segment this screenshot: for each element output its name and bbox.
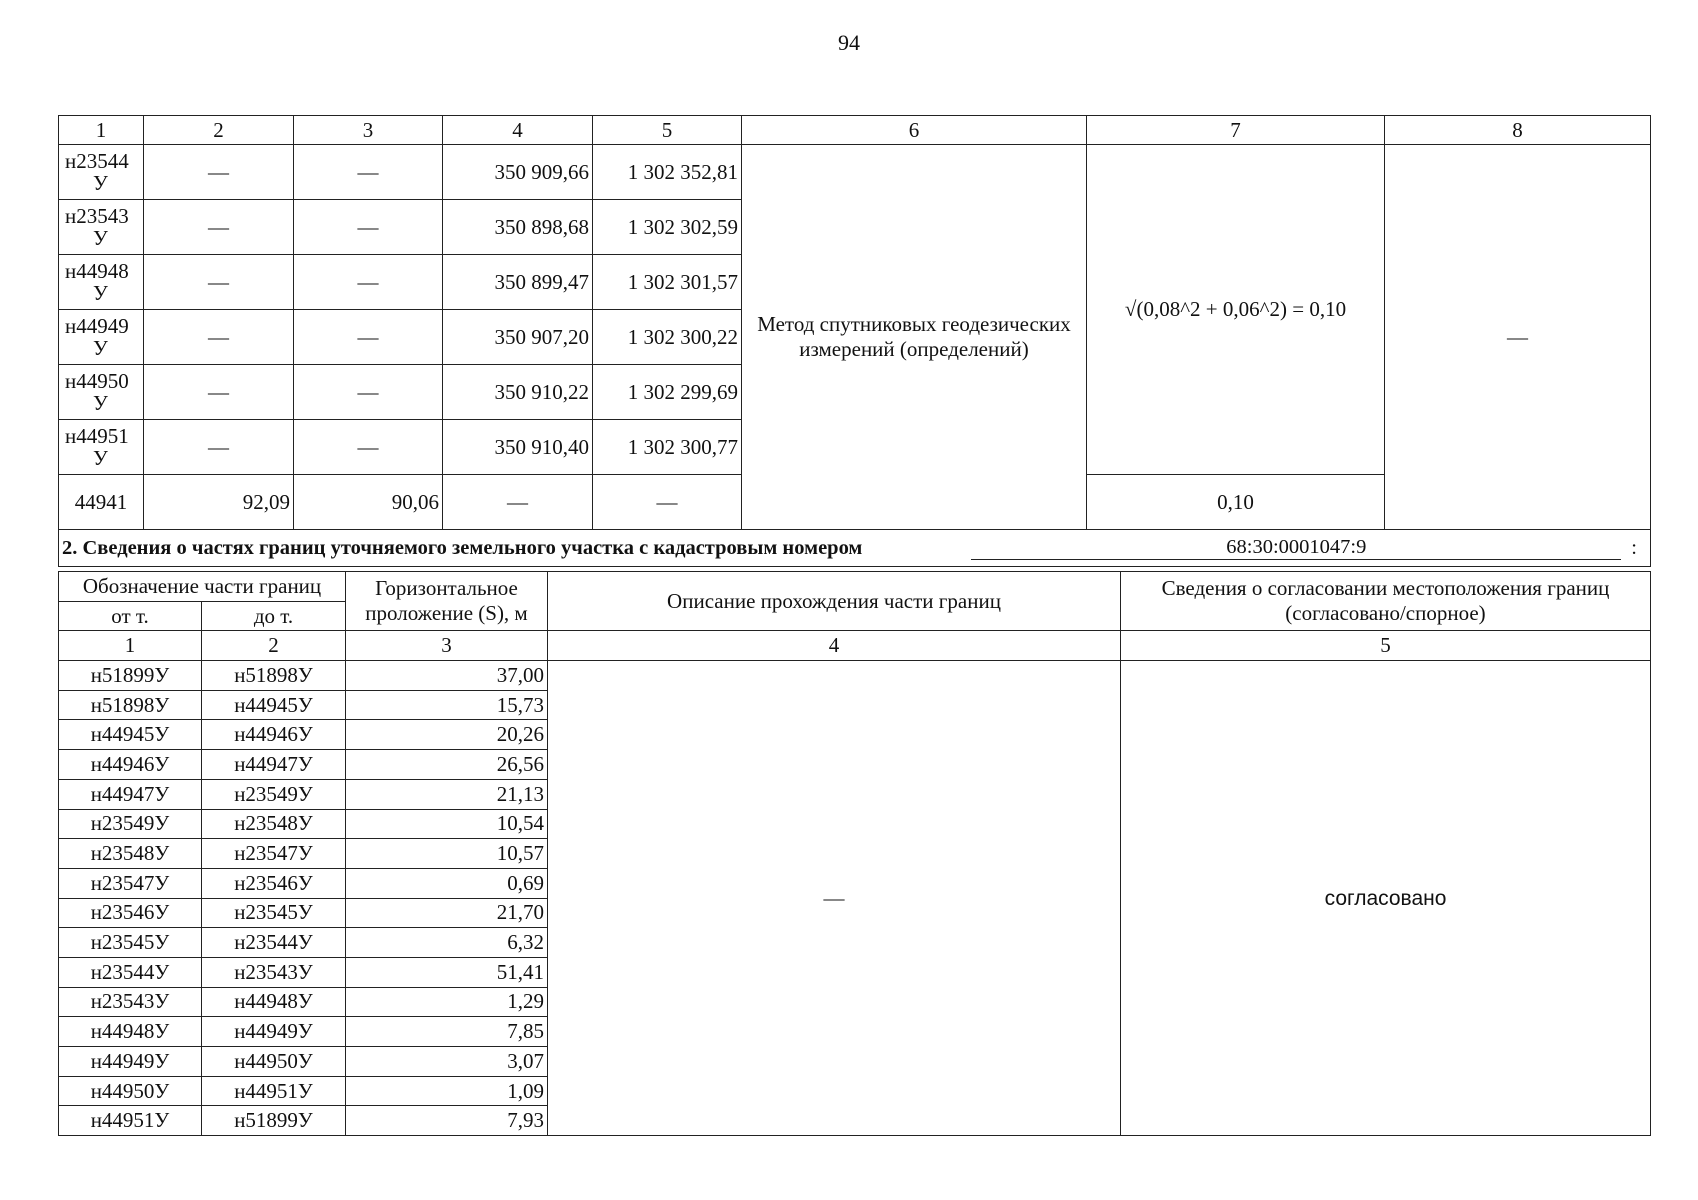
cell-col3: — [294, 200, 443, 255]
point-name-cell [59, 310, 144, 365]
from-point-header: от т. [59, 601, 202, 631]
cadastral-number: 68:30:0001047:9 [971, 536, 1621, 560]
from-point: н44945У [59, 720, 202, 750]
coordinate-x: 350 910,22 [443, 365, 593, 420]
horizontal-distance: 7,85 [346, 1017, 548, 1047]
from-point: н23544У [59, 957, 202, 987]
column-number: 5 [593, 116, 742, 145]
horizontal-distance: 0,69 [346, 868, 548, 898]
column-number: 2 [202, 631, 346, 661]
to-point: н23546У [202, 868, 346, 898]
cell-col3: — [294, 420, 443, 475]
coordinate-y: 1 302 301,57 [593, 255, 742, 310]
column-number: 3 [294, 116, 443, 145]
point-suffix: У [93, 281, 108, 305]
column-number: 2 [144, 116, 294, 145]
to-point-header: до т. [202, 601, 346, 631]
coordinate-y: 1 302 300,77 [593, 420, 742, 475]
section-title-wrap [62, 536, 1647, 560]
to-point: н23547У [202, 839, 346, 869]
coordinate-y: 1 302 299,69 [593, 365, 742, 420]
horizontal-distance: 37,00 [346, 661, 548, 691]
horizontal-distance: 15,73 [346, 690, 548, 720]
horizontal-distance: 7,93 [346, 1106, 548, 1136]
to-point: н44947У [202, 750, 346, 780]
cell-col2: — [144, 200, 294, 255]
horizontal-distance: 1,29 [346, 987, 548, 1017]
cell-col2: — [144, 310, 294, 365]
point-suffix: У [93, 226, 108, 250]
page-number: 94 [838, 30, 860, 55]
point-name: н44948 [65, 259, 129, 283]
horizontal-distance: 1,09 [346, 1076, 548, 1106]
cell-col2: — [144, 420, 294, 475]
cell-col2: — [144, 145, 294, 200]
from-point: н23545У [59, 928, 202, 958]
coordinate-x: — [443, 475, 593, 530]
section-title-row [59, 530, 1651, 567]
description-header: Описание прохождения части границ [548, 572, 1121, 631]
description-value: — [548, 661, 1121, 1136]
from-point: н23549У [59, 809, 202, 839]
cell-col2: — [144, 365, 294, 420]
from-point: н44948У [59, 1017, 202, 1047]
horizontal-distance: 21,70 [346, 898, 548, 928]
from-point: н51899У [59, 661, 202, 691]
point-suffix: У [93, 336, 108, 360]
section-title-cell [59, 530, 1651, 567]
section-colon: : [1631, 537, 1637, 559]
point-name-cell [59, 255, 144, 310]
accuracy-value: 0,10 [1087, 475, 1385, 530]
coordinate-x: 350 899,47 [443, 255, 593, 310]
to-point: н44951У [202, 1076, 346, 1106]
to-point: н51898У [202, 661, 346, 691]
from-point: н23543У [59, 987, 202, 1017]
column-number: 6 [742, 116, 1087, 145]
section-title: 2. Сведения о частях границ уточняемого земельного участка с кадастровым номером [62, 537, 863, 559]
table-header-row [59, 116, 1651, 145]
method-cell: Метод спутниковых геодезических измерений (определений) [742, 145, 1087, 530]
coordinates-table [58, 115, 1651, 567]
from-point: н44949У [59, 1047, 202, 1077]
table-header-row [59, 572, 1651, 602]
agreement-header: Сведения о согласовании местоположения границ (согласовано/спорное) [1121, 572, 1651, 631]
agreement-value: согласовано [1121, 661, 1651, 1136]
horizontal-distance: 6,32 [346, 928, 548, 958]
to-point: н44949У [202, 1017, 346, 1047]
to-point: н23549У [202, 779, 346, 809]
point-name: н44950 [65, 369, 129, 393]
horizontal-distance: 3,07 [346, 1047, 548, 1077]
to-point: н44948У [202, 987, 346, 1017]
from-point: н23547У [59, 868, 202, 898]
point-name-cell [59, 145, 144, 200]
from-point: н44951У [59, 1106, 202, 1136]
point-suffix: У [93, 391, 108, 415]
accuracy-formula: √(0,08^2 + 0,06^2) = 0,10 [1087, 145, 1385, 475]
column-number: 1 [59, 631, 202, 661]
table-row [59, 145, 1651, 200]
from-point: н44946У [59, 750, 202, 780]
point-suffix: У [93, 171, 108, 195]
horizontal-distance: 20,26 [346, 720, 548, 750]
horizontal-distance: 26,56 [346, 750, 548, 780]
column-number: 1 [59, 116, 144, 145]
coordinate-x: 350 910,40 [443, 420, 593, 475]
coordinate-y: 1 302 302,59 [593, 200, 742, 255]
column-number: 5 [1121, 631, 1651, 661]
from-point: н23546У [59, 898, 202, 928]
cell-col3: — [294, 365, 443, 420]
coordinate-y: 1 302 300,22 [593, 310, 742, 365]
part-designation-header: Обозначение части границ [59, 572, 346, 602]
coordinate-y: — [593, 475, 742, 530]
column-number: 3 [346, 631, 548, 661]
to-point: н44945У [202, 690, 346, 720]
to-point: н23544У [202, 928, 346, 958]
coordinate-x: 350 907,20 [443, 310, 593, 365]
column-number: 8 [1385, 116, 1651, 145]
cell-col2: — [144, 255, 294, 310]
cell-col3: — [294, 145, 443, 200]
to-point: н23543У [202, 957, 346, 987]
horizontal-distance: 21,13 [346, 779, 548, 809]
cell-col3: 90,06 [294, 475, 443, 530]
horizontal-distance-header: Горизонтальное проложение (S), м [346, 572, 548, 631]
to-point: н23548У [202, 809, 346, 839]
point-name: 44941 [59, 475, 144, 530]
cell-col2: 92,09 [144, 475, 294, 530]
from-point: н44950У [59, 1076, 202, 1106]
point-name: н44951 [65, 424, 129, 448]
point-name: н23544 [65, 149, 129, 173]
point-name: н44949 [65, 314, 129, 338]
cell-col3: — [294, 255, 443, 310]
from-point: н44947У [59, 779, 202, 809]
cadastral-wrap [971, 536, 1647, 560]
point-suffix: У [93, 446, 108, 470]
coordinate-x: 350 898,68 [443, 200, 593, 255]
coordinate-x: 350 909,66 [443, 145, 593, 200]
point-name-cell [59, 420, 144, 475]
coordinate-y: 1 302 352,81 [593, 145, 742, 200]
point-name: н23543 [65, 204, 129, 228]
horizontal-distance: 10,54 [346, 809, 548, 839]
horizontal-distance: 10,57 [346, 839, 548, 869]
point-name-cell [59, 200, 144, 255]
horizontal-distance: 51,41 [346, 957, 548, 987]
to-point: н44950У [202, 1047, 346, 1077]
to-point: н51899У [202, 1106, 346, 1136]
column-numbers-row [59, 631, 1651, 661]
column-number: 7 [1087, 116, 1385, 145]
from-point: н23548У [59, 839, 202, 869]
column-number: 4 [548, 631, 1121, 661]
boundary-parts-table [58, 571, 1651, 1136]
cell-col3: — [294, 310, 443, 365]
to-point: н44946У [202, 720, 346, 750]
from-point: н51898У [59, 690, 202, 720]
to-point: н23545У [202, 898, 346, 928]
point-name-cell [59, 365, 144, 420]
table-row [59, 661, 1651, 691]
column-number: 4 [443, 116, 593, 145]
column8-cell: — [1385, 145, 1651, 530]
